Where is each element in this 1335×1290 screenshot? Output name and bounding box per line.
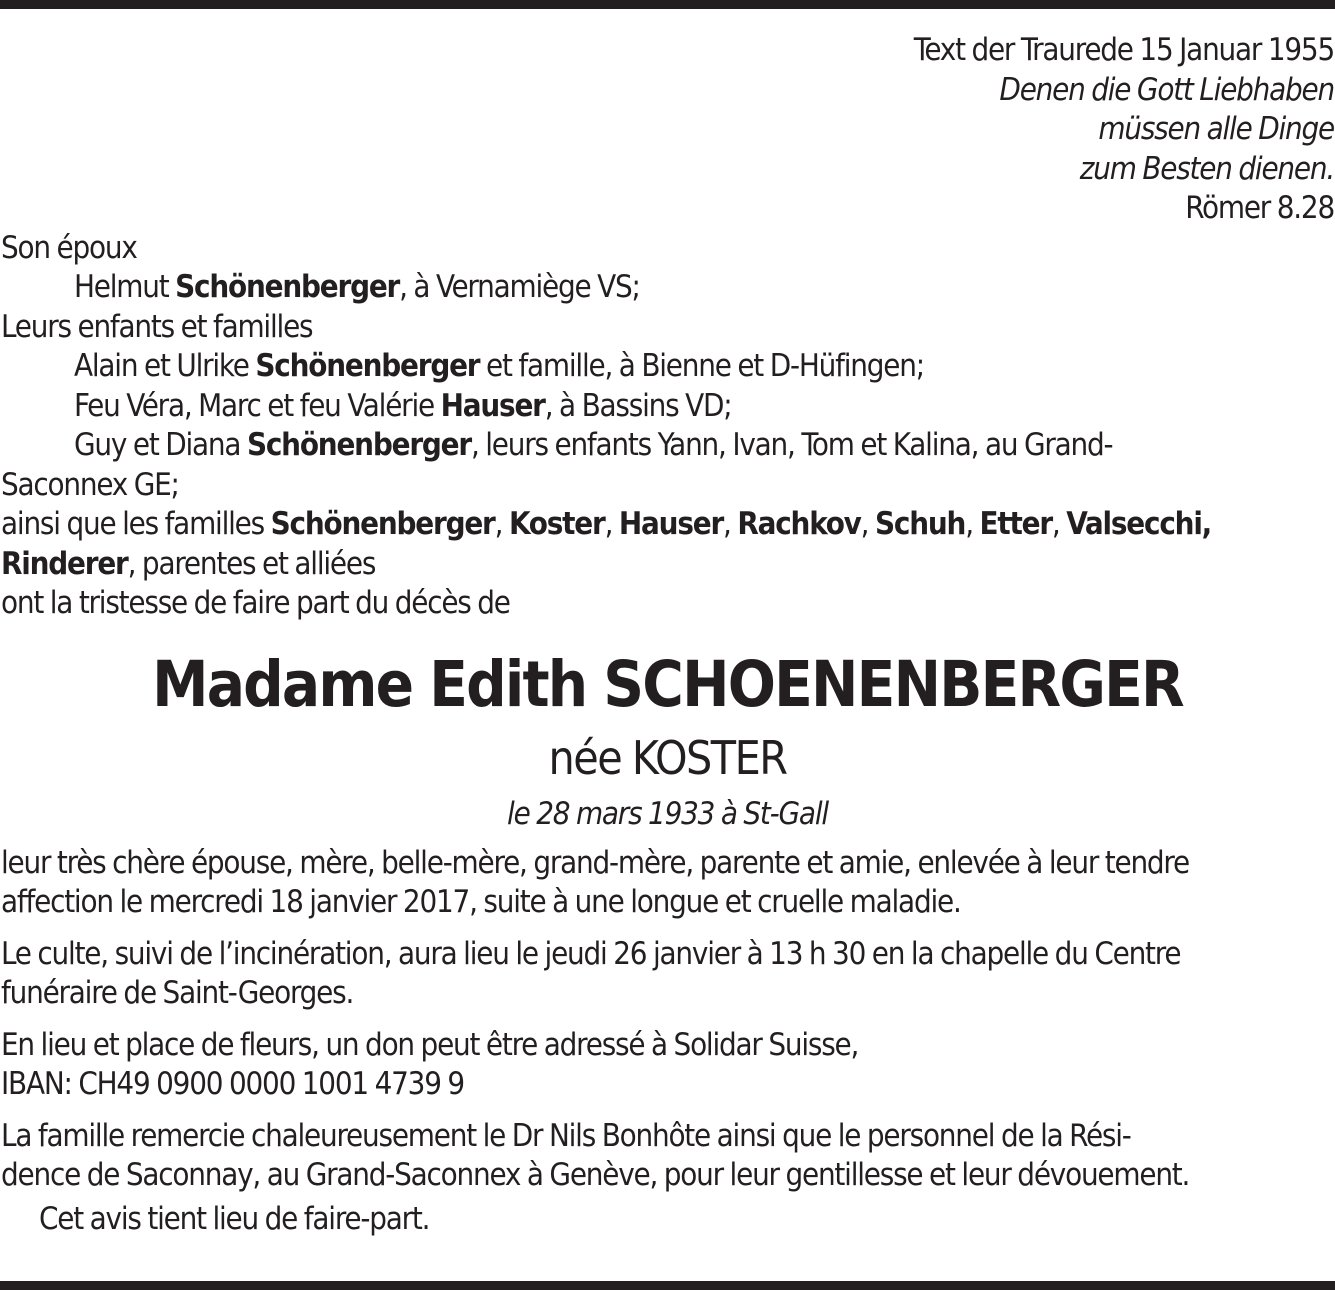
child-details: et famille, à Bienne et D-Hüfingen; <box>479 348 924 384</box>
related-families-continued <box>1 545 1334 585</box>
epigraph-verse-line: zum Besten dienen. <box>1079 150 1334 187</box>
birth-date: le 28 mars 1933 à St-Gall <box>507 795 828 832</box>
text-line: La famille remercie chaleureusement le Dr Nils Bonhôte ainsi que le personnel de la Rési- <box>1 1117 1131 1154</box>
child-entry <box>1 387 1334 427</box>
text-line: dence de Saconnay, au Grand-Saconnex à Genève, pour leur gentillesse et leur dévouement. <box>1 1157 1190 1193</box>
child-details: , à Bassins VD; <box>544 387 732 424</box>
spouse-entry <box>1 268 1334 308</box>
epigraph-verse-line: müssen alle Dinge <box>1098 111 1334 147</box>
epigraph <box>1 31 1334 229</box>
children-heading: Leurs enfants et familles <box>1 308 313 345</box>
obituary-notice <box>1 31 1334 1239</box>
family-name: Schuh <box>874 506 966 542</box>
related-families: ainsi que les familles Schönenberger, Koster, Hauser, Rachkov, Schuh, Etter, Valsecchi, <box>1 506 1212 542</box>
text-line: funéraire de Saint-Georges. <box>1 975 354 1011</box>
family-name: Koster <box>508 506 605 542</box>
donation-paragraph <box>1 1026 1334 1105</box>
maiden-name: née KOSTER <box>548 730 787 785</box>
service-paragraph <box>1 935 1334 1014</box>
spouse-place: , à Vernamiège VS; <box>399 269 640 305</box>
families-intro: ainsi que les familles <box>1 506 271 542</box>
family-name: Valsecchi, <box>1066 506 1212 542</box>
family-name: Schönenberger <box>270 506 495 542</box>
epigraph-reference: Römer 8.28 <box>1185 190 1334 226</box>
spouse-last-name: Schönenberger <box>175 269 400 305</box>
epigraph-verse-line: Denen die Gott Liebhaben <box>999 71 1334 108</box>
top-rule <box>0 0 1335 9</box>
text-line: leur très chère épouse, mère, belle-mère, grand-mère, parente et amie, enlevée à leur tendre <box>1 844 1189 881</box>
death-paragraph <box>1 844 1334 923</box>
child-first-names: Feu Véra, Marc et feu Valérie <box>74 387 441 424</box>
family-name: Hauser <box>618 506 724 542</box>
text-line: affection le mercredi 18 janvier 2017, suite à une longue et cruelle maladie. <box>1 884 961 920</box>
child-details: , leurs enfants Yann, Ivan, Tom et Kalina, au Grand- <box>470 427 1113 463</box>
text-line: Le culte, suivi de l’incinération, aura lieu le jeudi 26 janvier à 13 h 30 en la chapelle du Centre <box>1 935 1181 972</box>
child-first-names: Alain et Ulrike <box>74 348 256 384</box>
child-entry <box>1 347 1334 387</box>
iban-line: IBAN: CH49 0900 0000 1001 4739 9 <box>1 1066 464 1102</box>
family-name: Etter <box>979 506 1052 542</box>
child-entry <box>1 426 1334 466</box>
child-details-continued: Saconnex GE; <box>1 466 179 503</box>
spouse-first-name: Helmut <box>74 269 176 305</box>
family-name: Rachkov <box>737 506 861 542</box>
deceased-name: Madame Edith SCHOENENBERGER <box>152 647 1183 721</box>
families-tail: , parentes et alliées <box>127 545 376 582</box>
child-last-name: Schönenberger <box>246 427 471 463</box>
bottom-rule <box>0 1281 1335 1290</box>
child-first-names: Guy et Diana <box>74 427 247 463</box>
family-list <box>1 229 1334 624</box>
spouse-heading: Son époux <box>1 229 137 266</box>
announcement: ont la tristesse de faire part du décès de <box>1 585 510 621</box>
text-line: En lieu et place de fleurs, un don peut être adressé à Solidar Suisse, <box>1 1026 859 1063</box>
child-last-name: Schönenberger <box>255 348 480 384</box>
child-last-name: Hauser <box>440 387 545 424</box>
thanks-paragraph <box>1 1117 1334 1196</box>
closing-note: Cet avis tient lieu de faire-part. <box>39 1200 430 1237</box>
epigraph-line: Text der Traurede 15 Januar 1955 <box>913 32 1334 68</box>
family-name: Rinderer <box>1 545 128 582</box>
